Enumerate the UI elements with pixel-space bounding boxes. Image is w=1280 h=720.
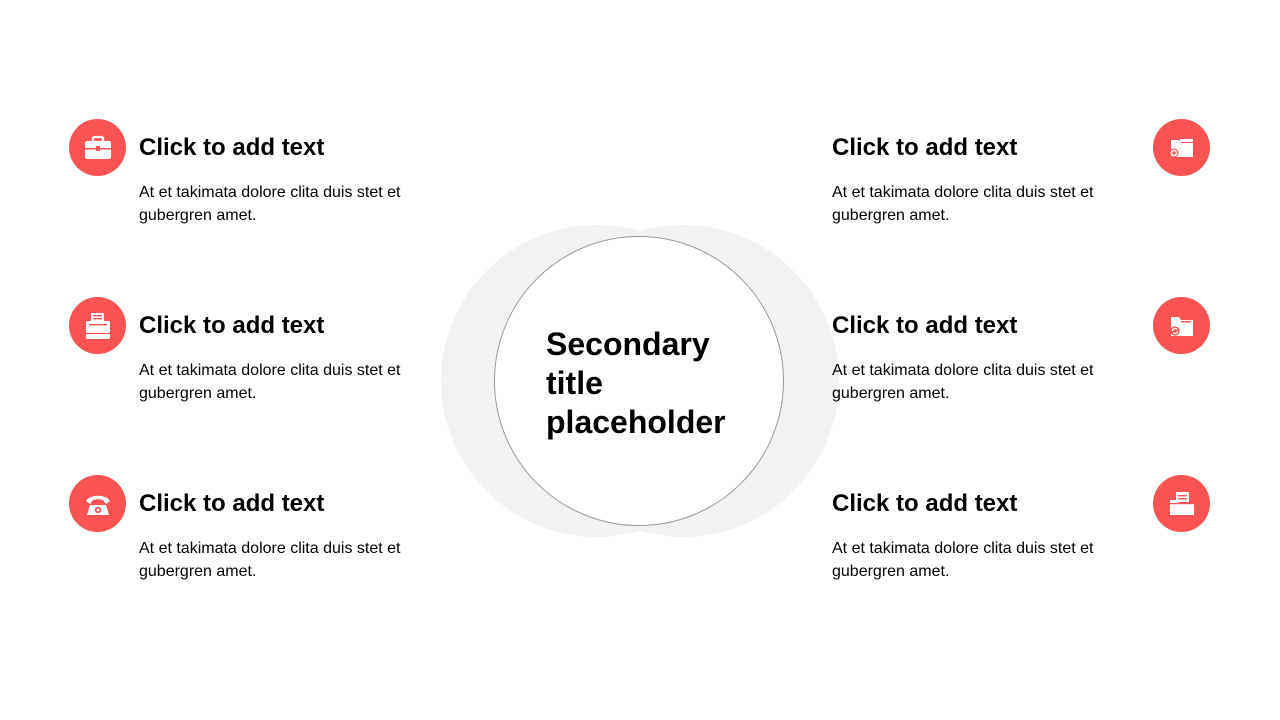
printer-icon — [69, 297, 126, 354]
item-title-right-3[interactable]: Click to add text — [832, 490, 1018, 517]
briefcase-icon — [69, 119, 126, 176]
item-desc-right-2[interactable]: At et takimata dolore clita duis stet et gubergren amet. — [832, 362, 1094, 402]
telephone-icon — [69, 475, 126, 532]
folder-sync-icon — [1153, 297, 1210, 354]
secondary-title-placeholder[interactable]: Secondary title placeholder — [546, 326, 726, 440]
item-desc-left-2[interactable]: At et takimata dolore clita duis stet et gubergren amet. — [139, 362, 401, 402]
item-desc-left-1[interactable]: At et takimata dolore clita duis stet et gubergren amet. — [139, 184, 401, 224]
item-title-left-3[interactable]: Click to add text — [139, 490, 325, 517]
item-title-right-1[interactable]: Click to add text — [832, 134, 1018, 161]
folder-add-icon — [1153, 119, 1210, 176]
item-title-left-1[interactable]: Click to add text — [139, 134, 325, 161]
item-desc-right-1[interactable]: At et takimata dolore clita duis stet et gubergren amet. — [832, 184, 1094, 224]
item-title-left-2[interactable]: Click to add text — [139, 312, 325, 339]
folder-documents-icon — [1153, 475, 1210, 532]
item-desc-left-3[interactable]: At et takimata dolore clita duis stet et gubergren amet. — [139, 540, 401, 580]
item-desc-right-3[interactable]: At et takimata dolore clita duis stet et gubergren amet. — [832, 540, 1094, 580]
item-title-right-2[interactable]: Click to add text — [832, 312, 1018, 339]
